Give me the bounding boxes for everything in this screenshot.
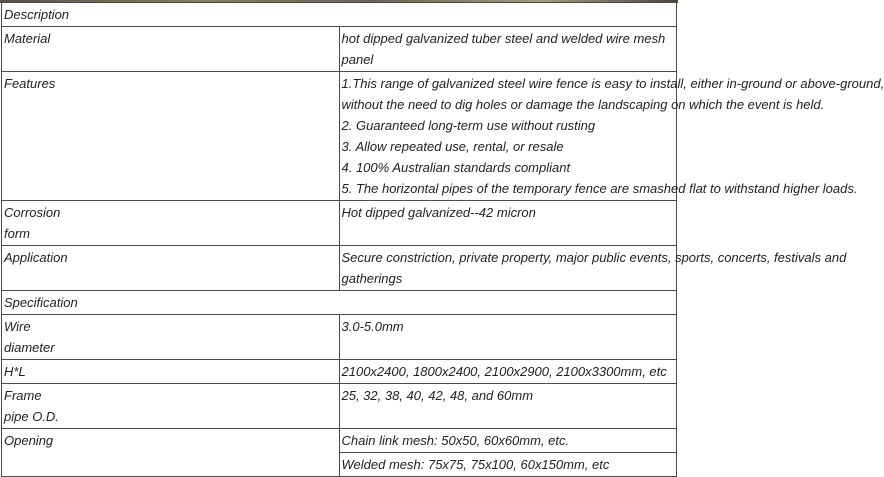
table-row [2,27,677,72]
application-line: Secure constriction, private property, major public events, sports, concerts, festivals and [341,250,847,265]
table-row [2,201,677,246]
hl-value: 2100x2400, 1800x2400, 2100x2900, 2100x3300mm, etc [339,360,677,384]
application-value [339,246,847,291]
table-row [2,384,677,429]
table-row [2,315,677,360]
frame-pipe-label-line: Frame [4,388,42,403]
feature-line: 1.This range of galvanized steel wire fence is easy to install, either in-ground or above-ground, [341,76,884,91]
features-label: Features [2,72,340,201]
table-row [2,360,677,384]
material-value: hot dipped galvanized tuber steel and welded wire mesh panel [339,27,677,72]
wire-diameter-label-line: diameter [4,340,55,355]
frame-pipe-value: 25, 32, 38, 40, 42, 48, and 60mm [339,384,677,429]
feature-line: 4. 100% Australian standards compliant [341,160,571,175]
material-label: Material [2,27,340,72]
product-spec-table [1,2,884,477]
hl-label: H*L [2,360,340,384]
corrosion-label-line: Corrosion [4,205,61,220]
wire-diameter-label-line: Wire [4,319,31,334]
application-label: Application [2,246,340,291]
application-line: gatherings [341,271,403,286]
feature-line: without the need to dig holes or damage the landscaping on which the event is held. [341,97,825,112]
corrosion-label [2,201,340,246]
frame-pipe-label [2,384,340,429]
feature-line: 5. The horizontal pipes of the temporary fence are smashed flat to withstand higher loads. [341,181,858,196]
wire-diameter-value: 3.0-5.0mm [339,315,677,360]
feature-line: 3. Allow repeated use, rental, or resale [341,139,564,154]
table-row [2,291,677,315]
feature-line: 2. Guaranteed long-term use without rusting [341,118,596,133]
table-row [2,246,677,291]
specification-header: Specification [2,291,677,315]
table-row [2,72,677,201]
opening-chain-link-value: Chain link mesh: 50x50, 60x60mm, etc. [339,429,677,453]
opening-welded-value: Welded mesh: 75x75, 75x100, 60x150mm, etc [339,453,677,477]
wire-diameter-label [2,315,340,360]
table-row [2,429,677,453]
frame-pipe-label-line: pipe O.D. [4,409,59,424]
table-row [2,3,677,27]
opening-label: Opening [2,429,340,477]
corrosion-label-line: form [4,226,30,241]
corrosion-value: Hot dipped galvanized--42 micron [339,201,677,246]
features-value [339,72,884,201]
description-header: Description [2,3,677,27]
